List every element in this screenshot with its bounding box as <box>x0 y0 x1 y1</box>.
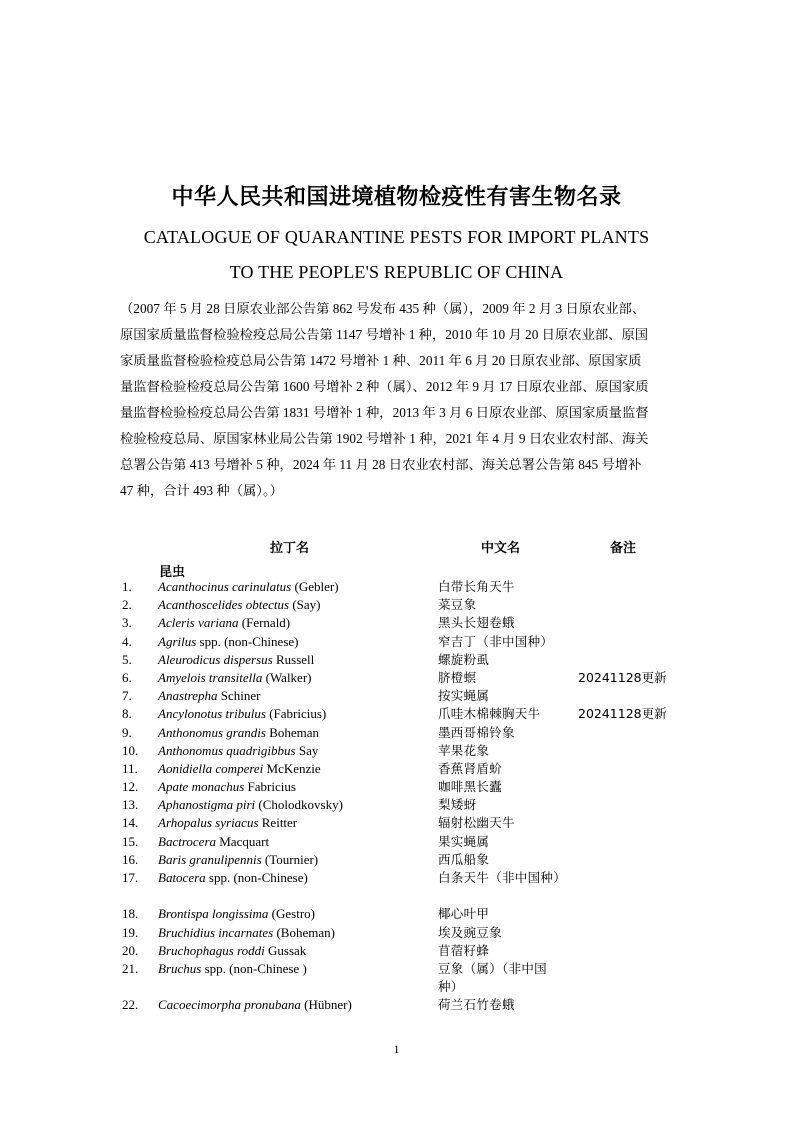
entry-number: 4. <box>122 633 132 649</box>
entry-chinese-name: 西瓜船象 <box>438 851 490 867</box>
intro-line: 总署公告第 413 号增补 5 种，2024 年 11 月 28 日农业农村部、海关总署公告第 845 号增补 <box>120 457 642 472</box>
entry-number: 1. <box>122 579 132 594</box>
entry-authority: spp. (non-Chinese) <box>196 633 299 649</box>
entry-chinese-name: 香蕉肾盾蚧 <box>438 760 503 776</box>
intro-line: 原国家质量监督检验检疫总局公告第 1147 号增补 1 种，2010 年 10 月 20 日原农业部、原国 <box>120 327 649 342</box>
entry-latin-name <box>158 742 318 760</box>
entry-latin-name <box>158 633 298 651</box>
table-row <box>0 724 793 742</box>
table-row <box>0 905 793 923</box>
header-chinese-name: 中文名 <box>481 541 521 556</box>
entry-genus-species: Bruchus <box>158 960 202 976</box>
entry-authority: (Fabricius) <box>265 706 327 722</box>
entry-number: 10. <box>122 742 139 758</box>
pest-list <box>0 578 793 1015</box>
entry-number: 20. <box>122 942 139 958</box>
entry-genus-species: Bactrocera <box>158 833 216 849</box>
entry-chinese-name: 窄吉丁（非中国种） <box>438 633 554 649</box>
header-note: 备注 <box>610 541 637 556</box>
entry-latin-name <box>158 596 320 614</box>
entry-latin-name <box>158 996 352 1014</box>
entry-genus-species: Agrilus <box>158 633 197 649</box>
intro-line: 量监督检验检疫总局公告第 1831 号增补 1 种，2013 年 3 月 6 日原农业部、原国家质量监督 <box>120 405 649 420</box>
intro-line: 47 种，合计 493 种（属）。） <box>120 483 283 498</box>
entry-chinese-name: 果实蝇属 <box>438 833 490 849</box>
entry-genus-species: Batocera <box>158 870 206 885</box>
entry-genus-species: Anthonomus grandis <box>158 724 266 740</box>
entry-number: 5. <box>122 651 132 667</box>
entry-genus-species: Baris granulipennis <box>158 851 262 867</box>
entry-genus-species: Bruchophagus roddi <box>158 942 265 958</box>
document-title-english-line1: CATALOGUE OF QUARANTINE PESTS FOR IMPORT PLANTS <box>143 227 650 247</box>
entry-latin-name <box>158 924 335 942</box>
entry-authority: spp. (non-Chinese ) <box>201 960 307 976</box>
entry-number: 21. <box>122 960 139 976</box>
entry-number: 13. <box>122 797 139 813</box>
entry-number: 9. <box>122 724 132 740</box>
entry-chinese-name: 白带长角天牛 <box>438 579 515 594</box>
entry-authority: Macquart <box>216 833 270 849</box>
entry-number: 16. <box>122 851 139 867</box>
entry-latin-name <box>158 851 318 869</box>
entry-latin-name <box>158 814 297 832</box>
entry-authority: Gussak <box>264 942 307 958</box>
entry-genus-species: Anastrepha <box>158 688 218 704</box>
entry-latin-name <box>158 651 314 669</box>
entry-genus-species: Aleurodicus dispersus <box>158 651 273 667</box>
entry-chinese-name: 椰心叶甲 <box>438 906 490 922</box>
entry-chinese-name: 咖啡黑长蠹 <box>438 779 503 795</box>
table-row <box>0 869 793 905</box>
entry-authority: Russell <box>272 651 315 667</box>
entry-note: 20241128更新 <box>578 669 667 685</box>
entry-latin-name <box>158 614 290 632</box>
entry-genus-species: Amyelois transitella <box>158 669 263 685</box>
entry-authority: (Gestro) <box>268 906 315 922</box>
entry-number: 12. <box>122 779 139 795</box>
entry-number: 22. <box>122 997 139 1013</box>
entry-number: 6. <box>122 669 132 685</box>
entry-latin-name <box>158 778 296 796</box>
entry-number: 14. <box>122 815 139 831</box>
entry-chinese-name: 豆象（属）（非中国种） <box>438 960 547 995</box>
table-row <box>0 924 793 942</box>
entry-authority: (Gebler) <box>291 579 339 594</box>
entry-latin-name <box>158 960 307 978</box>
intro-line: 量监督检验检疫总局公告第 1600 号增补 2 种（属）、2012 年 9 月 17 日原农业部、原国家质 <box>120 379 649 394</box>
entry-authority: (Fernald) <box>238 615 291 631</box>
entry-latin-name <box>158 705 326 723</box>
entry-authority: Schiner <box>217 688 261 704</box>
table-row <box>0 960 793 996</box>
table-row <box>0 687 793 705</box>
table-row <box>0 596 793 614</box>
entry-number: 8. <box>122 706 132 722</box>
entry-genus-species: Brontispa longissima <box>158 906 269 922</box>
entry-number: 7. <box>122 688 132 704</box>
entry-authority: (Tournier) <box>261 851 319 867</box>
entry-genus-species: Apate monachus <box>158 779 245 795</box>
header-latin-name: 拉丁名 <box>270 541 310 556</box>
entry-latin-name <box>158 760 321 778</box>
entry-genus-species: Arhopalus syriacus <box>158 815 259 831</box>
table-row <box>0 796 793 814</box>
entry-chinese-name: 埃及豌豆象 <box>438 924 503 940</box>
entry-genus-species: Aonidiella comperei <box>158 760 264 776</box>
entry-genus-species: Acanthoscelides obtectus <box>158 597 290 613</box>
table-row <box>0 760 793 778</box>
table-header <box>0 537 793 557</box>
document-title-chinese: 中华人民共和国进境植物检疫性有害生物名录 <box>171 185 622 210</box>
entry-chinese-name: 菜豆象 <box>438 597 477 613</box>
entry-number: 19. <box>122 924 139 940</box>
entry-authority: Say <box>295 742 319 758</box>
entry-chinese-name: 辐射松幽天牛 <box>438 815 515 831</box>
entry-latin-name <box>158 796 343 814</box>
table-row <box>0 578 793 596</box>
entry-genus-species: Ancylonotus tribulus <box>158 706 266 722</box>
category-heading: 昆虫 <box>159 565 186 580</box>
entry-authority: spp. (non-Chinese) <box>205 870 308 885</box>
table-row <box>0 942 793 960</box>
table-row <box>0 633 793 651</box>
entry-latin-name <box>158 669 311 687</box>
entry-latin-name <box>158 942 306 960</box>
entry-number: 15. <box>122 833 139 849</box>
entry-number: 11. <box>122 760 138 776</box>
entry-latin-name <box>158 687 260 705</box>
entry-chinese-name: 黑头长翅卷蛾 <box>438 615 515 631</box>
entry-genus-species: Bruchidius incarnates <box>158 924 274 940</box>
entry-authority: McKenzie <box>263 760 321 776</box>
table-row <box>0 996 793 1014</box>
intro-line: 家质量监督检验检疫总局公告第 1472 号增补 1 种、2011 年 6 月 20 日原农业部、原国家质 <box>120 353 642 368</box>
entry-chinese-name: 墨西哥棉铃象 <box>438 724 515 740</box>
table-row <box>0 651 793 669</box>
entry-latin-name <box>158 905 315 923</box>
entry-note: 20241128更新 <box>578 706 667 722</box>
entry-latin-name <box>158 724 319 742</box>
table-row <box>0 669 793 687</box>
intro-line: （2007 年 5 月 28 日原农业部公告第 862 号发布 435 种（属），2009 年 2 月 3 日原农业部、 <box>120 301 646 316</box>
entry-genus-species: Acanthocinus carinulatus <box>158 579 292 594</box>
entry-chinese-name: 螺旋粉虱 <box>438 651 490 667</box>
entry-chinese-name: 脐橙螟 <box>438 669 477 685</box>
entry-latin-name <box>158 833 269 851</box>
entry-latin-name <box>158 869 308 887</box>
document-title-english-line2: TO THE PEOPLE'S REPUBLIC OF CHINA <box>229 262 564 282</box>
intro-paragraph <box>120 296 675 504</box>
entry-genus-species: Cacoecimorpha pronubana <box>158 997 301 1013</box>
entry-genus-species: Anthonomus quadrigibbus <box>158 742 296 758</box>
entry-number: 3. <box>122 615 132 631</box>
entry-chinese-name: 白条天牛（非中国种） <box>438 870 567 885</box>
entry-number: 18. <box>122 906 139 922</box>
table-row <box>0 851 793 869</box>
entry-authority: (Boheman) <box>273 924 335 940</box>
entry-number: 17. <box>122 870 139 885</box>
table-row <box>0 778 793 796</box>
table-row <box>0 833 793 851</box>
entry-chinese-name: 苹果花象 <box>438 742 490 758</box>
table-row <box>0 705 793 723</box>
entry-authority: (Hübner) <box>300 997 352 1013</box>
entry-latin-name <box>158 578 339 596</box>
entry-authority: Fabricius <box>244 779 296 795</box>
table-row <box>0 742 793 760</box>
page-number: 1 <box>393 1042 400 1056</box>
table-row <box>0 614 793 632</box>
entry-genus-species: Aphanostigma piri <box>158 797 256 813</box>
entry-genus-species: Acleris variana <box>158 615 239 631</box>
intro-line: 检验检疫总局、原国家林业局公告第 1902 号增补 1 种，2021 年 4 月 9 日农业农村部、海关 <box>120 431 649 446</box>
entry-authority: (Cholodkovsky) <box>255 797 343 813</box>
entry-authority: (Walker) <box>262 669 312 685</box>
table-row <box>0 814 793 832</box>
entry-chinese-name: 荷兰石竹卷蛾 <box>438 997 515 1013</box>
entry-authority: Reitter <box>258 815 298 831</box>
entry-chinese-name: 爪哇木棉棘胸天牛 <box>438 706 541 722</box>
entry-chinese-name: 苜蓿籽蜂 <box>438 942 490 958</box>
entry-chinese-name: 按实蝇属 <box>438 688 490 704</box>
entry-number: 2. <box>122 597 132 613</box>
entry-chinese-name: 梨矮蚜 <box>438 797 477 813</box>
entry-authority: Boheman <box>265 724 320 740</box>
entry-authority: (Say) <box>289 597 321 613</box>
